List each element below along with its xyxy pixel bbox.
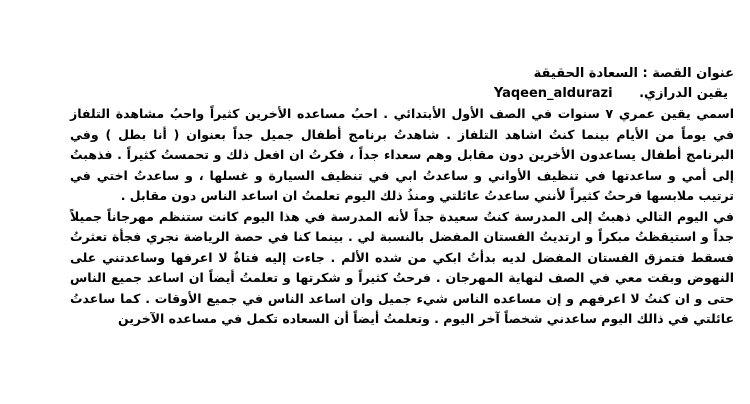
author-name-latin: Yaqeen_aldurazi [493, 86, 613, 101]
story-paragraph-1: اسمي يقين عمري ٧ سنوات في الصف الأول الأبتدائي . احبُ مساعده الأخرين كثيراً واحبُ مشاهدة التلفاز في يوماً من الأيام بينما كنتُ اشاهد التلفاز . شاهدتُ برنامج أطفال جميل جداً بعنوان ( أنا بطل ) وفي البرنامج أطفال يساعدون الأخرين دون مقابل وهم سعداء جداً ، فكرتُ ان افعل ذلك و تحمستُ كثيراً . فذهبتُ إلى أمي و ساعدتها في تنظيف الأواني و ساعدتُ ابي في تنظيف السيارة و غسلها ، و ساعدتُ اختي في ترتيب ملابسها فرحتُ كثيراً لأنني ساعدتُ عائلتي ومنذُ ذلك اليوم تعلمتُ ان اساعد الناس دون مقابل . [70, 106, 734, 203]
story-title: عنوان القصة : السعادة الحقيقة [533, 66, 734, 81]
author-line [70, 84, 728, 104]
story-paragraph-2: في اليوم التالي ذهبتُ إلى المدرسة كنتُ سعيدة جداً لأنه المدرسة في هذا اليوم كانت ستنظم مهرجاناً جميلاً جداً و استيقظتُ مبكراً و ارتديتُ الفستان المفضل بالنسبة لي . بينما كنا في حصة الرياضة نجري فجأة تعثرتُ فسقط فتمزق الفستان المفضل لديه بدأتُ ابكي من شده الألم . جاءت إليه فتاةٌ لا اعرفها وساعدتني على النهوض وبقت معي في الصف لنهاية المهرجان . فرحتُ كثيراً و شكرتها و تعلمتُ أيضاً ان اساعد جميع الناس حتى و ان كنتُ لا اعرفهم و إن مساعده الناس شيء جميل وان اساعد الناس في جميع الأوقات . كما ساعدتُ عائلتي في ذالك اليوم ساعدني شخصاً آخر اليوم . وتعلمتُ أيضاً أن السعاده تكمل في مساعده الآخرين [70, 208, 734, 326]
author-name-arabic: يقين الدرازي. [639, 86, 728, 101]
story-document [70, 64, 734, 330]
